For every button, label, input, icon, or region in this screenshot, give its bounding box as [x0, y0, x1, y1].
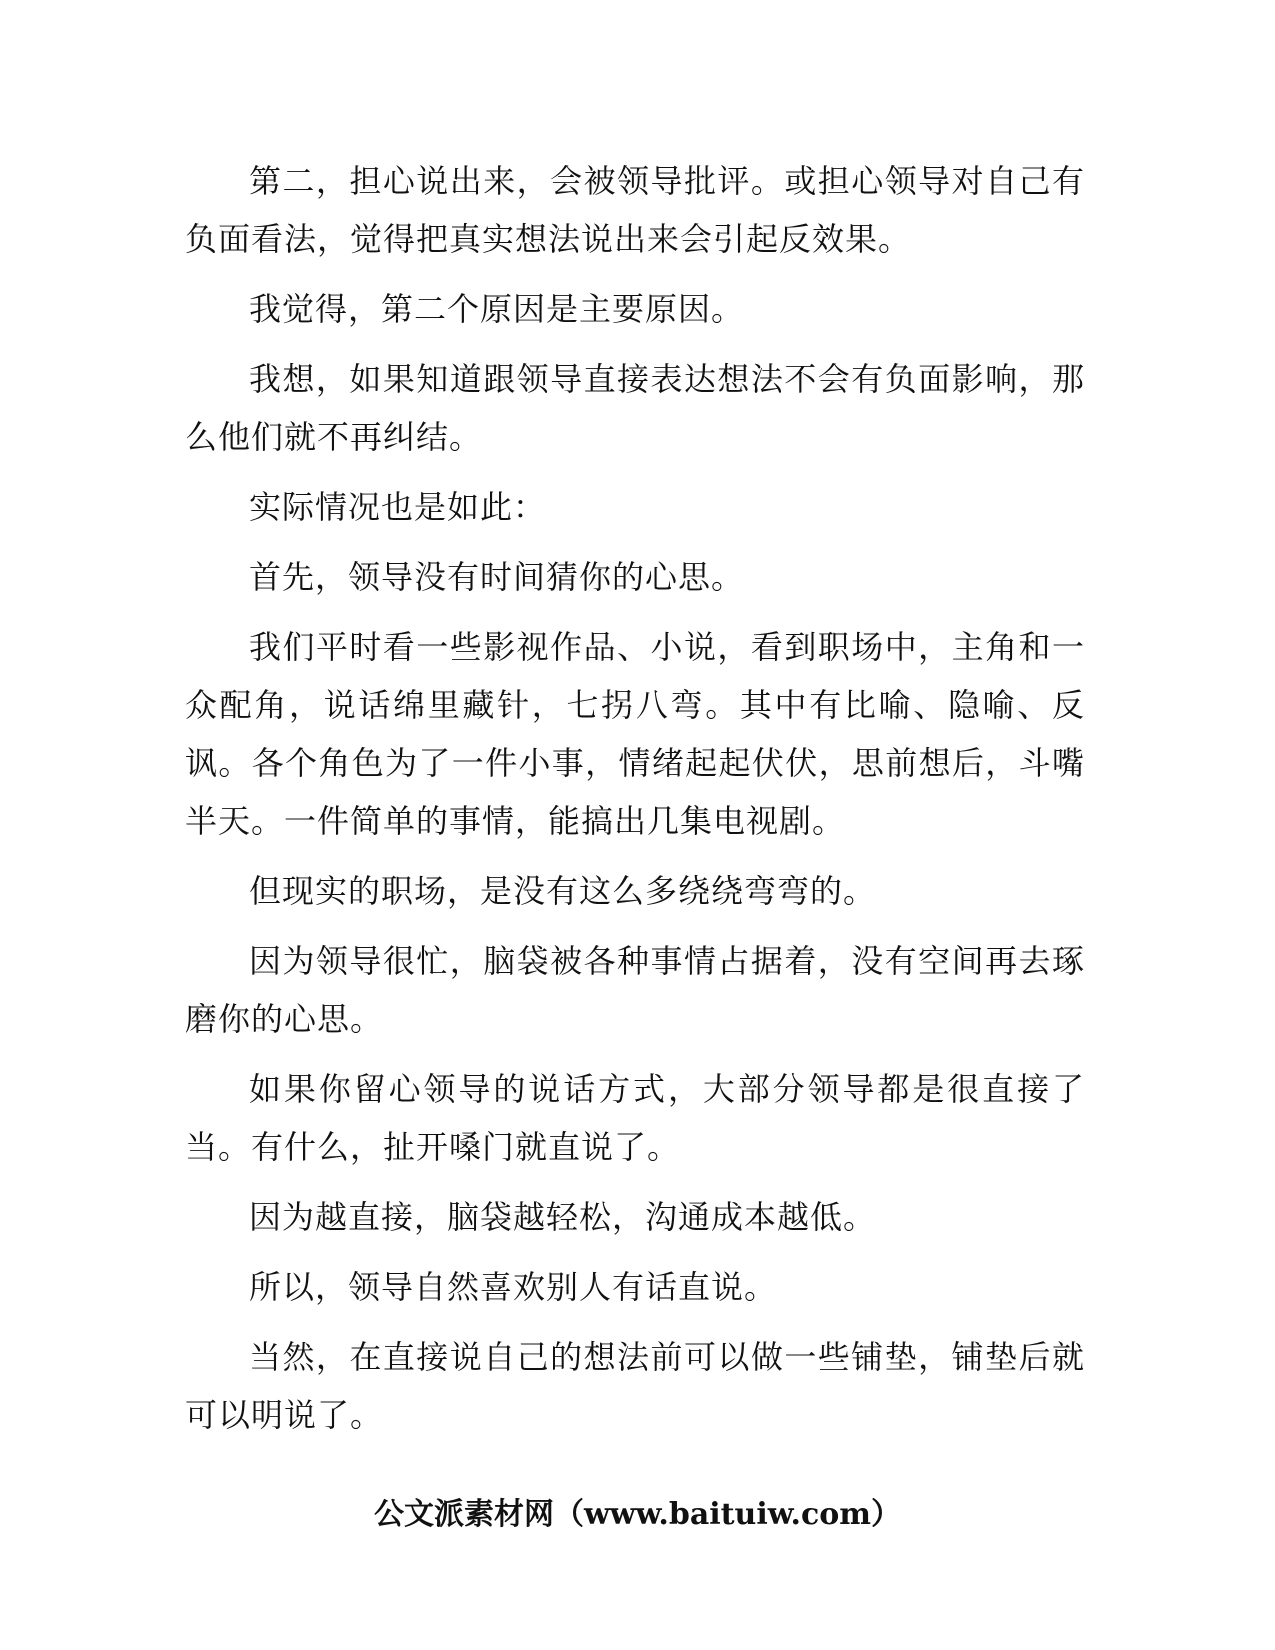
- paragraph-6: 我们平时看一些影视作品、小说，看到职场中，主角和一众配角，说话绵里藏针，七拐八弯。其中有比喻、隐喻、反讽。各个角色为了一件小事，情绪起起伏伏，思前想后，斗嘴半天。一件简单的事情，能搞出几集电视剧。: [185, 628, 1085, 840]
- paragraph-11: 所以，领导自然喜欢别人有话直说。: [249, 1268, 778, 1306]
- paragraph-10: 因为越直接，脑袋越轻松，沟通成本越低。: [249, 1198, 877, 1236]
- paragraph-7: 但现实的职场，是没有这么多绕绕弯弯的。: [249, 872, 877, 910]
- paragraph-4: 实际情况也是如此：: [249, 488, 547, 526]
- paragraph-3: 我想，如果知道跟领导直接表达想法不会有负面影响，那么他们就不再纠结。: [185, 360, 1085, 456]
- paragraph-2: 我觉得，第二个原因是主要原因。: [249, 290, 745, 328]
- paragraph-12: 当然，在直接说自己的想法前可以做一些铺垫，铺垫后就可以明说了。: [185, 1338, 1085, 1434]
- paragraph-9: 如果你留心领导的说话方式，大部分领导都是很直接了当。有什么，扯开嗓门就直说了。: [185, 1070, 1085, 1166]
- paragraph-5: 首先，领导没有时间猜你的心思。: [249, 558, 745, 596]
- footer-source: 公文派素材网（www.baituiw.com）: [373, 1497, 902, 1532]
- document-body: [185, 152, 1085, 1456]
- paragraph-8: 因为领导很忙，脑袋被各种事情占据着，没有空间再去琢磨你的心思。: [185, 942, 1085, 1038]
- paragraph-1: 第二，担心说出来，会被领导批评。或担心领导对自己有负面看法，觉得把真实想法说出来会引起反效果。: [185, 162, 1085, 258]
